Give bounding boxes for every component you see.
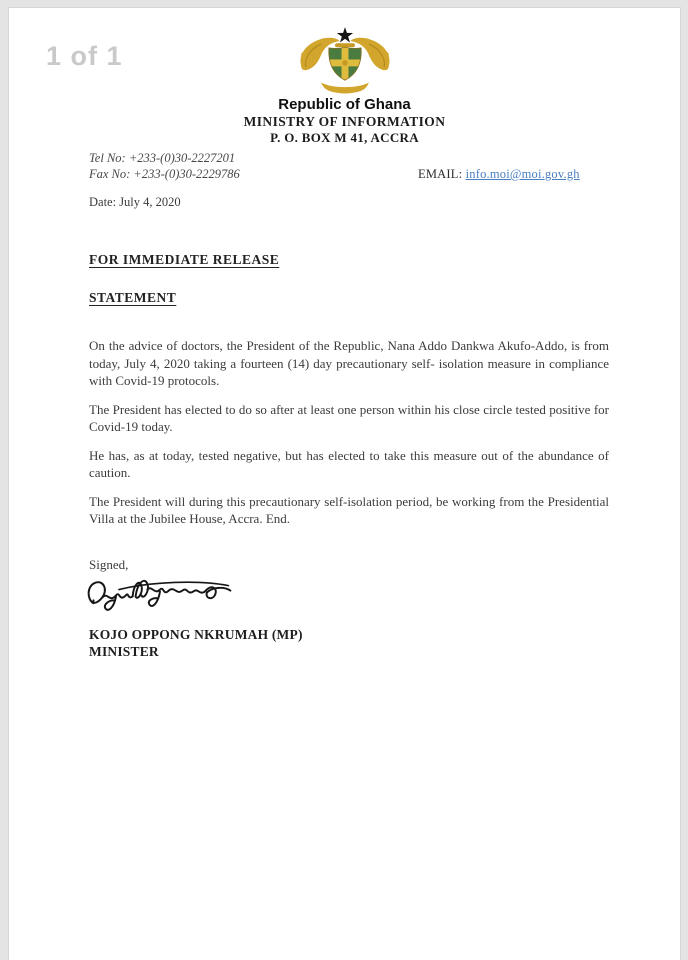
document-page xyxy=(8,7,681,960)
signatory-name: KOJO OPPONG NKRUMAH (MP) xyxy=(89,627,303,642)
email-line xyxy=(418,167,580,182)
email-label: EMAIL: xyxy=(418,167,466,181)
tel-number: Tel No: +233-(0)30-2227201 xyxy=(89,151,236,165)
letterhead-country: Republic of Ghana xyxy=(278,96,411,113)
email-link[interactable]: info.moi@moi.gov.gh xyxy=(465,167,580,181)
page-indicator: 1 of 1 xyxy=(46,41,123,71)
minister-signature-scrawl xyxy=(81,570,239,614)
paragraph-tested-negative: He has, as at today, tested negative, but has elected to take this measure out of the abundance of caution. xyxy=(89,447,609,480)
letterhead-ministry: MINISTRY OF INFORMATION xyxy=(243,114,446,129)
date-line: Date: July 4, 2020 xyxy=(89,195,181,209)
paragraph-close-circle: The President has elected to do so after at least one person within his close circle tested positive for Covid-19 today. xyxy=(89,401,609,434)
statement-body xyxy=(89,337,609,539)
contact-block xyxy=(89,151,240,182)
signatory-title: MINISTER xyxy=(89,644,159,659)
ghana-coat-of-arms-icon xyxy=(295,23,395,99)
heading-statement: STATEMENT xyxy=(89,290,177,305)
fax-number: Fax No: +233-(0)30-2229786 xyxy=(89,166,240,181)
signed-label: Signed, xyxy=(89,557,129,572)
heading-for-immediate-release: FOR IMMEDIATE RELEASE xyxy=(89,252,280,267)
paragraph-isolation-announcement: On the advice of doctors, the President of the Republic, Nana Addo Dankwa Akufo-Addo, is from today, July 4, 2020 taking a fourteen (14) day precautionary self- isolation measure in compliance with Covid-19 protocols. xyxy=(89,338,609,388)
signatory-block xyxy=(89,626,303,660)
letterhead-address: P. O. BOX M 41, ACCRA xyxy=(270,130,419,145)
paragraph-working-from-villa: The President will during this precautionary self-isolation period, be working from the Presidential Villa at the Jubilee House, Accra. End. xyxy=(89,493,609,526)
